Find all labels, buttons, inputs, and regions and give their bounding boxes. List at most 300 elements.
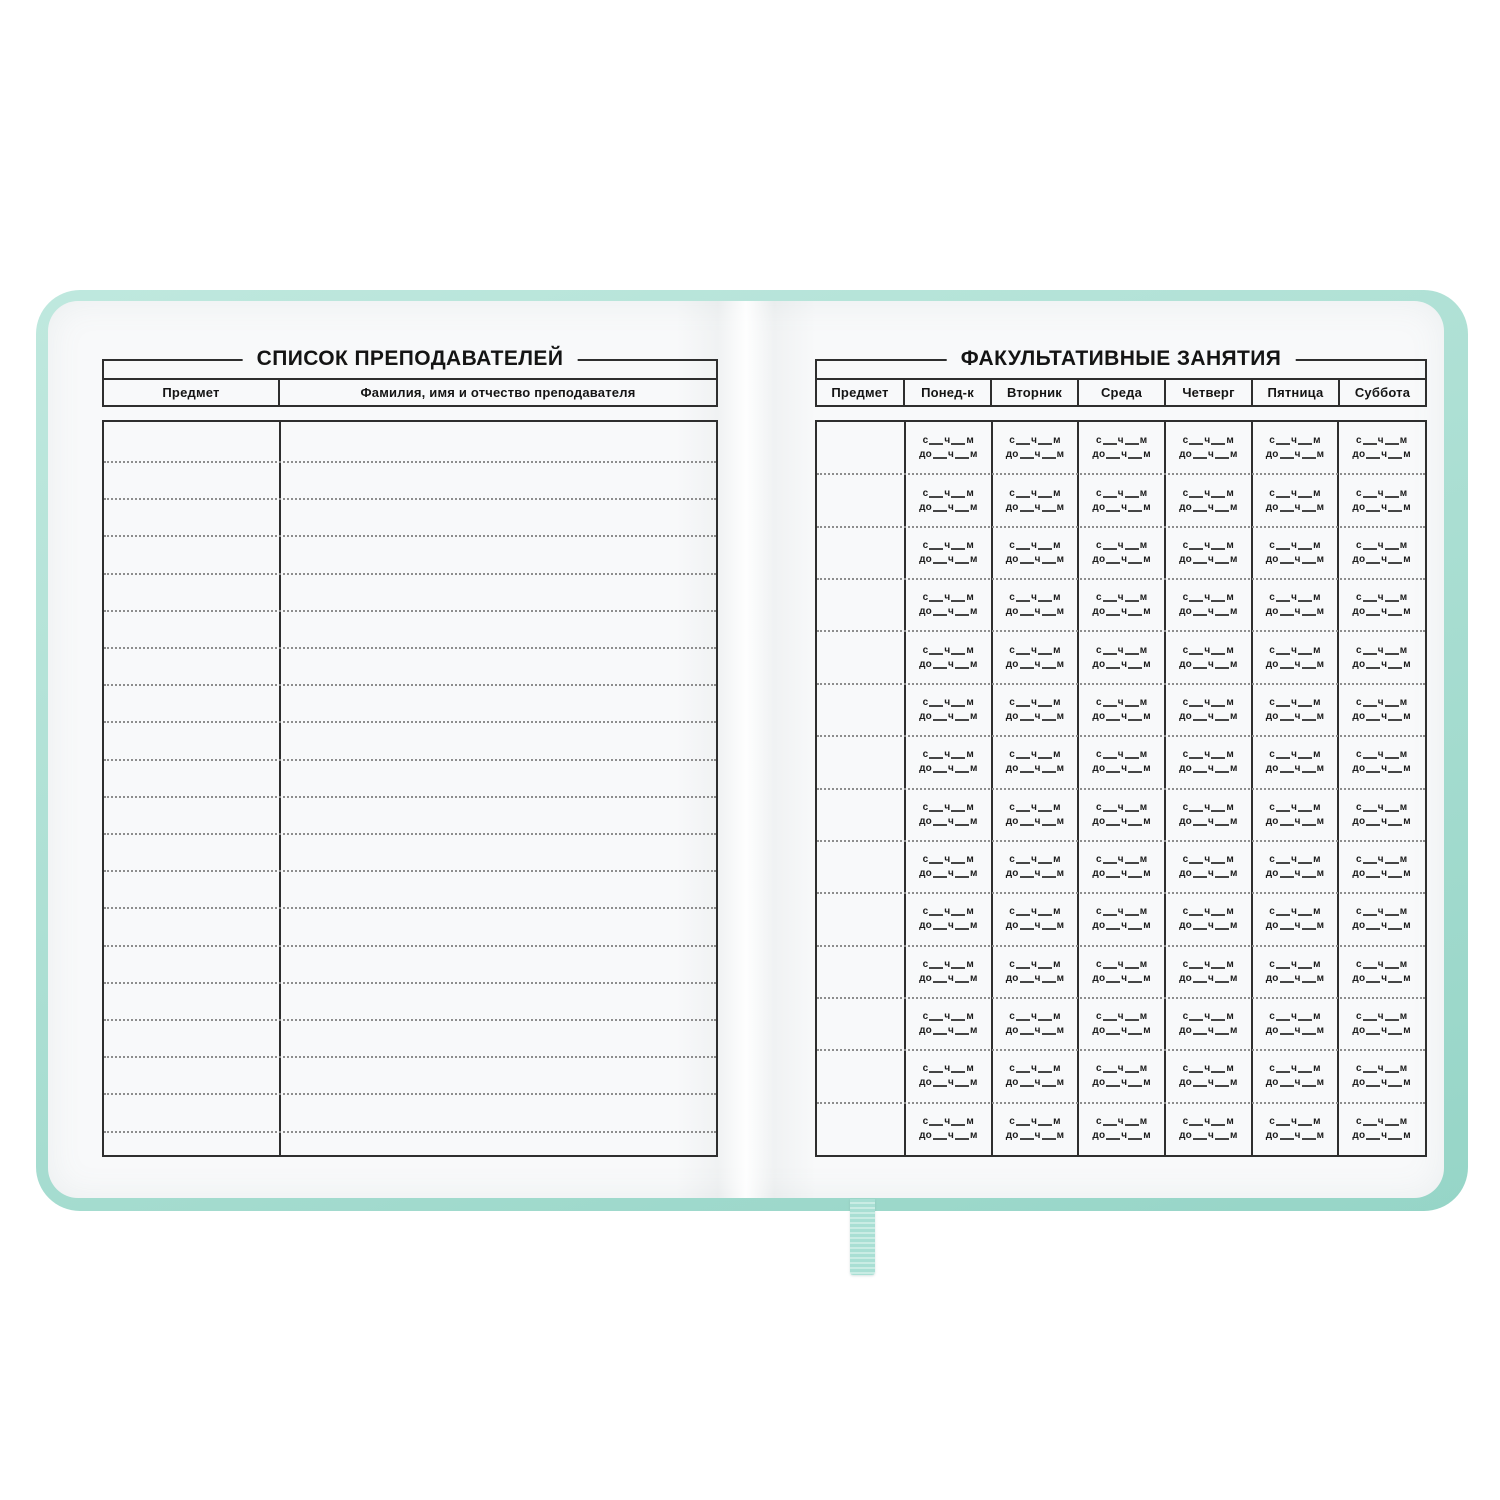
time-letter: м [1403,1129,1411,1141]
fill-in-blank [929,914,943,916]
time-letter: до [1265,449,1279,461]
time-letter: м [969,972,978,984]
time-letter: до [1005,1025,1019,1037]
fill-in-blank [1211,1071,1225,1073]
time-letter: с [1009,1011,1016,1023]
time-letter: до [1005,1077,1019,1089]
time-letter: ч [944,435,951,447]
time-letter: ч [1377,435,1384,447]
time-letter: ч [1204,487,1211,499]
time-letter: ч [1291,592,1298,604]
fill-in-blank [951,757,965,759]
time-letter: с [1009,592,1016,604]
time-letter: м [1226,487,1235,499]
time-line [1183,855,1234,865]
time-letter: м [1053,801,1061,813]
time-letter: м [969,710,978,722]
time-letter: с [1355,1011,1362,1023]
time-letter: м [966,487,975,499]
fill-in-blank [955,771,969,773]
time-letter: с [1095,1011,1102,1023]
time-letter: с [922,906,929,918]
time-letter: с [1182,644,1189,656]
time-letter: ч [1117,539,1124,551]
time-line [919,712,977,722]
subject-cell [817,789,905,841]
time-letter: м [1403,553,1411,565]
time-letter: до [1265,920,1279,932]
time-cell [1252,422,1339,474]
time-letter: м [1399,958,1408,970]
fill-in-blank [951,862,965,864]
time-letter: до [919,1025,932,1037]
time-letter: с [1095,749,1102,761]
left-page-title: СПИСОК ПРЕПОДАВАТЕЛЕЙ [243,347,578,371]
time-letter: до [1092,868,1106,880]
time-letter: до [1352,920,1366,932]
time-letter: м [1053,539,1061,551]
fill-in-blank [1042,562,1056,564]
time-letter: ч [1291,487,1298,499]
time-line [1009,1064,1060,1074]
fill-in-blank [1016,967,1030,969]
time-letter: м [1143,1025,1151,1037]
time-line [1352,817,1410,827]
time-letter: ч [947,449,954,461]
fill-in-blank [1103,862,1117,864]
fill-in-blank [955,719,969,721]
time-letter: до [919,868,932,880]
time-letter: с [1009,1115,1016,1127]
time-letter: ч [1117,801,1124,813]
row-divider [817,788,1425,790]
subject-cell [817,1050,905,1102]
time-letter: ч [1031,801,1038,813]
time-line [1006,869,1064,879]
time-letter: м [1139,1011,1148,1023]
time-letter: м [1139,749,1148,761]
fill-in-blank [1103,914,1117,916]
time-letter: до [1179,1129,1192,1141]
fill-in-blank [1363,1124,1377,1126]
time-letter: ч [1121,658,1128,670]
fill-in-blank [1388,771,1402,773]
fill-in-blank [1125,810,1139,812]
ruled-line [104,982,716,984]
time-letter: с [922,487,929,499]
subject-cell [817,527,905,579]
time-letter: до [919,553,932,565]
time-letter: м [1139,592,1148,604]
fill-in-blank [1016,757,1030,759]
time-cell [1338,1050,1425,1102]
time-cell [1165,893,1252,945]
fill-in-blank [1302,1085,1316,1087]
time-letter: ч [1294,501,1301,513]
time-line [1009,907,1060,917]
time-cell [905,579,992,631]
fill-in-blank [929,757,943,759]
fill-in-blank [1363,548,1377,550]
fill-in-blank [1193,928,1207,930]
fill-in-blank [1366,981,1380,983]
row-divider [817,840,1425,842]
fill-in-blank [1280,457,1294,459]
time-letter: м [1229,553,1238,565]
time-line [1266,974,1324,984]
time-letter: ч [944,801,951,813]
fill-in-blank [1388,928,1402,930]
fill-in-blank [1388,562,1402,564]
fill-in-blank [1103,1124,1117,1126]
time-line [1356,646,1407,656]
fill-in-blank [1366,510,1380,512]
time-letter: м [1403,868,1411,880]
time-letter: ч [1381,449,1388,461]
time-letter: до [1352,606,1366,618]
time-letter: м [966,854,975,866]
time-line [1266,1078,1324,1088]
time-letter: ч [1291,435,1298,447]
fill-in-blank [955,1138,969,1140]
ruled-line [104,721,716,723]
time-letter: ч [1291,539,1298,551]
time-line [1009,541,1060,551]
time-line [1269,750,1320,760]
fill-in-blank [1388,667,1402,669]
fill-in-blank [1103,443,1117,445]
time-letter: м [1226,854,1235,866]
time-letter: ч [1294,972,1301,984]
time-letter: ч [1031,592,1038,604]
fill-in-blank [1189,1071,1203,1073]
time-letter: с [1182,854,1189,866]
time-letter: с [1009,749,1016,761]
time-cell [992,946,1079,998]
time-line [1179,712,1237,722]
time-letter: м [1053,644,1061,656]
time-letter: ч [1117,487,1124,499]
time-letter: м [1229,501,1238,513]
time-letter: м [1056,1077,1065,1089]
fill-in-blank [1103,757,1117,759]
fill-in-blank [1385,967,1399,969]
fill-in-blank [1125,496,1139,498]
time-line [1179,555,1237,565]
time-letter: до [1092,763,1106,775]
time-letter: ч [1291,958,1298,970]
time-line [919,607,977,617]
fill-in-blank [1211,967,1225,969]
time-line [923,541,974,551]
fill-in-blank [1125,862,1139,864]
time-line [1006,660,1064,670]
time-letter: с [1182,1011,1189,1023]
time-cell [1078,527,1165,579]
time-line [1092,1026,1150,1036]
time-letter: м [1399,696,1408,708]
time-letter: до [919,972,932,984]
fill-in-blank [1193,1033,1207,1035]
time-letter: с [1095,539,1102,551]
time-letter: м [1226,592,1235,604]
time-letter: с [1355,906,1362,918]
time-line [1092,817,1150,827]
time-letter: до [1265,1077,1279,1089]
time-letter: ч [1294,868,1301,880]
fill-in-blank [1276,1124,1290,1126]
time-letter: м [1399,592,1408,604]
time-letter: ч [1034,1077,1041,1089]
fill-in-blank [1016,810,1030,812]
time-line [1356,698,1407,708]
fill-in-blank [1020,928,1034,930]
time-line [1179,1026,1237,1036]
electives-body [815,420,1427,1157]
time-letter: ч [1117,696,1124,708]
time-letter: до [1005,553,1019,565]
fill-in-blank [1302,824,1316,826]
fill-in-blank [1211,757,1225,759]
time-letter: м [1056,1025,1065,1037]
fill-in-blank [1276,548,1290,550]
fill-in-blank [1298,653,1312,655]
teachers-header-row [104,378,716,405]
time-letter: ч [1117,1063,1124,1075]
time-letter: с [1269,854,1276,866]
time-cell [905,789,992,841]
time-letter: с [1182,696,1189,708]
ruled-line [104,945,716,947]
time-letter: м [1143,868,1151,880]
bookmark-ribbon [850,1199,875,1275]
time-letter: до [1092,920,1106,932]
time-letter: до [1179,1077,1192,1089]
fill-in-blank [1298,757,1312,759]
time-letter: м [1229,710,1238,722]
fill-in-blank [1020,771,1034,773]
time-letter: до [1265,815,1279,827]
time-letter: ч [1381,1129,1388,1141]
fill-in-blank [1363,496,1377,498]
time-line [1006,817,1064,827]
time-letter: м [966,749,975,761]
fill-in-blank [1298,967,1312,969]
fill-in-blank [1302,1033,1316,1035]
row-divider [817,526,1425,528]
time-letter: ч [1031,854,1038,866]
time-cell [1338,736,1425,788]
time-letter: м [1313,539,1321,551]
time-letter: ч [1381,553,1388,565]
time-letter: ч [1381,763,1388,775]
fill-in-blank [1103,1019,1117,1021]
time-letter: ч [947,553,954,565]
time-letter: м [1226,958,1235,970]
time-letter: м [1053,854,1061,866]
fill-in-blank [1106,876,1120,878]
time-letter: ч [1117,906,1124,918]
fill-in-blank [1038,548,1052,550]
time-letter: с [1269,592,1276,604]
time-letter: м [1229,1129,1238,1141]
fill-in-blank [1042,1033,1056,1035]
time-letter: до [1265,710,1279,722]
time-line [1183,803,1234,813]
time-cell [1078,789,1165,841]
fill-in-blank [1211,862,1225,864]
time-letter: м [1313,487,1321,499]
time-line [1269,855,1320,865]
fill-in-blank [1215,719,1229,721]
time-letter: ч [1207,868,1214,880]
time-letter: ч [1204,854,1211,866]
fill-in-blank [1128,510,1142,512]
time-letter: с [1182,1063,1189,1075]
fill-in-blank [1038,653,1052,655]
time-line [1096,646,1147,656]
time-letter: до [1265,606,1279,618]
fill-in-blank [933,824,947,826]
time-letter: м [1143,1077,1151,1089]
time-line [1266,1026,1324,1036]
time-letter: ч [1204,592,1211,604]
time-letter: до [1265,501,1279,513]
fill-in-blank [929,496,943,498]
fill-in-blank [1125,967,1139,969]
subject-cell [817,998,905,1050]
time-letter: ч [947,710,954,722]
fill-in-blank [1038,496,1052,498]
time-letter: м [969,920,978,932]
time-letter: ч [1381,972,1388,984]
fill-in-blank [1385,443,1399,445]
time-line [1183,960,1234,970]
fill-in-blank [1385,757,1399,759]
fill-in-blank [1298,600,1312,602]
fill-in-blank [933,719,947,721]
subject-cell [817,684,905,736]
time-letter: м [1226,1063,1235,1075]
time-letter: м [1316,868,1325,880]
fill-in-blank [1020,824,1034,826]
time-line [1179,921,1237,931]
fill-in-blank [1276,443,1290,445]
fill-in-blank [1280,771,1294,773]
time-letter: ч [1204,958,1211,970]
fill-in-blank [1016,1019,1030,1021]
time-line [1352,921,1410,931]
fill-in-blank [933,667,947,669]
fill-in-blank [1215,928,1229,930]
fill-in-blank [955,457,969,459]
time-letter: ч [1381,868,1388,880]
time-cell [1078,841,1165,893]
fill-in-blank [1363,914,1377,916]
fill-in-blank [1125,1124,1139,1126]
time-cell [1078,631,1165,683]
time-letter: ч [944,1115,951,1127]
fill-in-blank [1128,719,1142,721]
time-line [1009,436,1060,446]
time-letter: ч [1291,1115,1298,1127]
time-letter: м [1316,815,1325,827]
time-line [919,974,977,984]
time-line [1352,660,1410,670]
time-letter: ч [1204,644,1211,656]
time-line [923,593,974,603]
time-letter: м [1226,696,1235,708]
time-letter: ч [947,1077,954,1089]
time-line [1092,869,1150,879]
time-letter: м [1056,658,1065,670]
time-letter: ч [1034,658,1041,670]
time-cell [1165,946,1252,998]
time-letter: м [1313,1063,1321,1075]
time-letter: м [966,1115,975,1127]
time-cell [1078,474,1165,526]
time-cell [992,579,1079,631]
time-letter: ч [1204,696,1211,708]
fill-in-blank [951,914,965,916]
time-letter: с [1269,644,1276,656]
time-line [923,436,974,446]
fill-in-blank [1103,1071,1117,1073]
time-letter: ч [1377,539,1384,551]
time-cell [1165,736,1252,788]
time-letter: с [1009,644,1016,656]
fill-in-blank [1276,496,1290,498]
fill-in-blank [1385,548,1399,550]
time-letter: до [1092,449,1106,461]
time-letter: ч [1291,696,1298,708]
time-line [1179,450,1237,460]
time-letter: м [969,658,978,670]
fill-in-blank [1363,967,1377,969]
time-cell [1078,1050,1165,1102]
fill-in-blank [1385,810,1399,812]
time-letter: ч [1291,749,1298,761]
time-letter: ч [1117,592,1124,604]
time-letter: м [1403,501,1411,513]
time-letter: ч [1034,606,1041,618]
time-letter: м [1403,658,1411,670]
time-letter: с [1269,906,1276,918]
fill-in-blank [1103,810,1117,812]
time-cell [1165,998,1252,1050]
time-line [1269,646,1320,656]
time-letter: до [1005,815,1019,827]
time-letter: м [1403,815,1411,827]
fill-in-blank [1363,705,1377,707]
fill-in-blank [1106,928,1120,930]
time-letter: ч [1207,710,1214,722]
time-letter: м [969,1129,978,1141]
time-letter: до [1179,920,1192,932]
time-letter: м [1229,815,1238,827]
time-line [1352,974,1410,984]
fill-in-blank [929,1019,943,1021]
time-letter: с [922,539,929,551]
time-letter: ч [1207,1025,1214,1037]
time-line [1009,750,1060,760]
time-letter: ч [1381,606,1388,618]
time-line [1266,712,1324,722]
time-letter: с [1355,749,1362,761]
time-line [1183,1064,1234,1074]
time-letter: м [1143,658,1151,670]
time-letter: с [1355,801,1362,813]
